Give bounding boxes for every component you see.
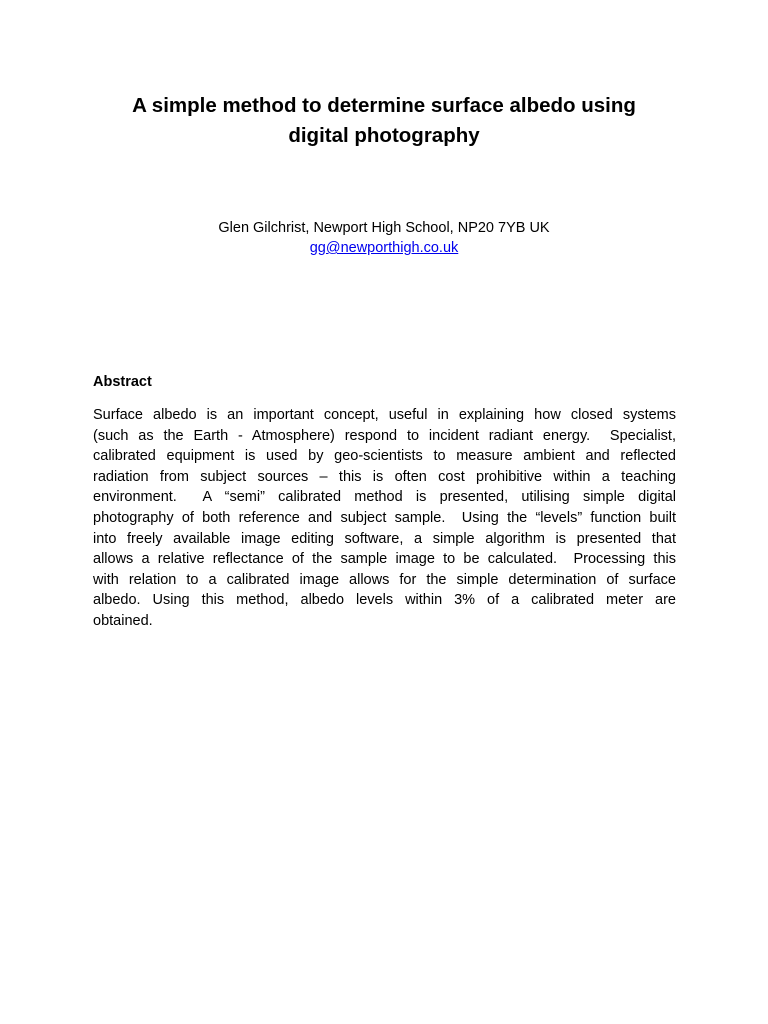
- abstract-line: into freely available image editing software, a simple algorithm is presented that: [93, 530, 676, 547]
- paper-title: [80, 91, 688, 151]
- paper-title-line-1: A simple method to determine surface albedo using: [132, 94, 636, 117]
- abstract-line: allows a relative reflectance of the sample image to be calculated. Processing this: [93, 551, 676, 568]
- abstract-text: [93, 405, 676, 632]
- abstract-line: (such as the Earth - Atmosphere) respond to incident radiant energy. Specialist,: [93, 427, 676, 444]
- paper-title-line-2: digital photography: [288, 124, 480, 147]
- abstract-line: environment. A “semi” calibrated method is presented, utilising simple digital: [93, 489, 676, 506]
- abstract-line: Surface albedo is an important concept, useful in explaining how closed systems: [93, 407, 676, 423]
- abstract-line: obtained.: [93, 612, 153, 629]
- author-block: [80, 218, 688, 258]
- abstract-heading: Abstract: [93, 374, 152, 390]
- abstract-line: photography of both reference and subject sample. Using the “levels” function built: [93, 509, 676, 526]
- author-affiliation: Glen Gilchrist, Newport High School, NP20 7YB UK: [218, 220, 550, 236]
- author-email-link[interactable]: gg@newporthigh.co.uk: [309, 240, 459, 256]
- abstract-line: with relation to a calibrated image allows for the simple determination of surface: [93, 571, 676, 588]
- abstract-line: albedo. Using this method, albedo levels within 3% of a calibrated meter are: [93, 592, 676, 609]
- abstract-line: calibrated equipment is used by geo-scientists to measure ambient and reflected: [93, 448, 676, 465]
- abstract-line: radiation from subject sources – this is often cost prohibitive within a teaching: [93, 468, 676, 485]
